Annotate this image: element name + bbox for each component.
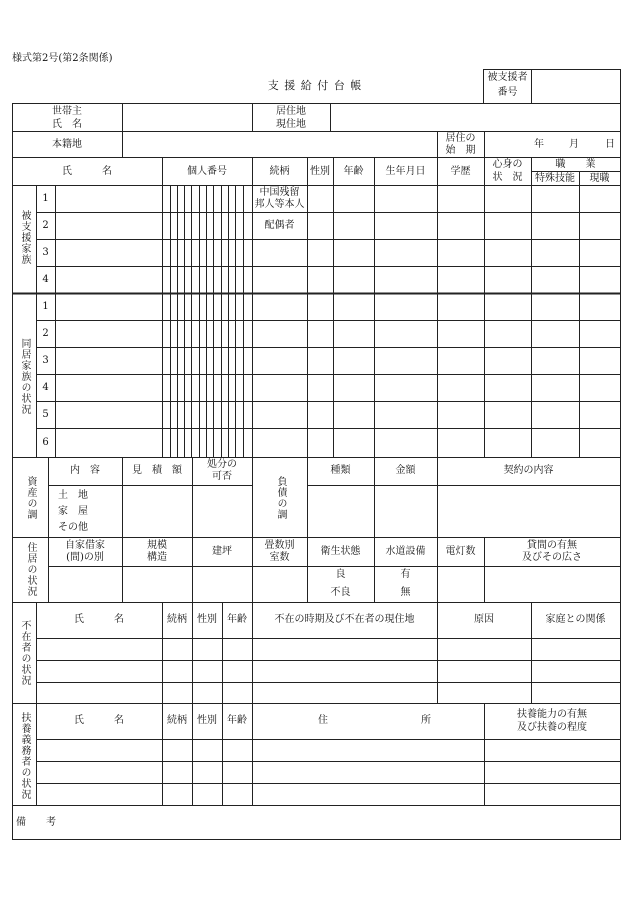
housing-floor: 建坪 — [212, 546, 232, 557]
absent-age: 年齢 — [227, 614, 247, 625]
col-relation: 続柄 — [269, 166, 290, 177]
assets-disposal-2: 可否 — [212, 471, 232, 482]
housing-scale: 規模 — [147, 540, 167, 551]
col-mental: 心身の — [492, 159, 523, 170]
row-index: 1 — [42, 301, 49, 312]
relation-self-2: 邦人等本人 — [254, 199, 305, 210]
row-index: 3 — [42, 355, 49, 366]
col-age: 年齢 — [343, 166, 364, 177]
col-education: 学歴 — [450, 166, 471, 177]
residence-start-label-2: 始 期 — [445, 145, 476, 156]
col-sex: 性別 — [310, 166, 330, 177]
debt-type: 種類 — [330, 465, 351, 476]
obligor-name: 氏 名 — [74, 715, 124, 726]
absent-label: 不在者の状況 — [19, 620, 30, 686]
absent-name: 氏 名 — [74, 614, 124, 625]
col-name: 氏 名 — [62, 166, 112, 177]
asset-house: 家 屋 — [58, 506, 88, 517]
absent-relation: 続柄 — [167, 614, 187, 625]
col-personal-no: 個人番号 — [187, 166, 227, 177]
row-index: 2 — [42, 328, 49, 339]
col-current-job: 現職 — [589, 173, 610, 184]
form-id: 様式第2号(第2条関係) — [12, 53, 113, 64]
month-label: 月 — [569, 139, 579, 150]
housing-rental-2: 及びその広さ — [522, 552, 582, 563]
obligor-sex: 性別 — [197, 715, 217, 726]
hygiene-good[interactable]: 良 — [335, 569, 346, 580]
row-index: 2 — [42, 220, 49, 231]
recipient-no-field[interactable] — [532, 70, 620, 103]
residence-field[interactable] — [331, 104, 620, 131]
recipient-no-label: 被支援者 — [487, 72, 528, 83]
housing-scale-2: 構造 — [147, 552, 167, 563]
page-title: 支 援 給 付 台 帳 — [267, 79, 363, 92]
housing-own-rent: 自家借家 — [65, 540, 105, 551]
head-label: 世帯主 — [52, 106, 82, 117]
remarks-field[interactable] — [60, 806, 620, 839]
row-index: 4 — [42, 382, 49, 393]
housing-water: 水道設備 — [385, 546, 426, 557]
obligor-ability: 扶養能力の有無 — [517, 709, 587, 720]
recipient-no-label-2: 番号 — [497, 87, 518, 98]
domicile-label: 本籍地 — [52, 139, 82, 150]
row-index: 6 — [42, 437, 49, 448]
housing-hygiene: 衛生状態 — [320, 546, 361, 557]
water-yes[interactable]: 有 — [400, 569, 411, 580]
col-occupation: 職 業 — [555, 159, 596, 170]
hygiene-bad[interactable]: 不良 — [330, 587, 351, 598]
water-no[interactable]: 無 — [400, 587, 411, 598]
head-label-2: 氏 名 — [52, 119, 82, 130]
assets-label: 資産の調 — [25, 476, 36, 520]
col-special-skill: 特殊技能 — [535, 173, 575, 184]
row-index: 4 — [42, 274, 49, 285]
row-index: 1 — [42, 193, 49, 204]
obligor-ability-2: 及び扶養の程度 — [517, 722, 587, 733]
day-label: 日 — [605, 139, 615, 150]
residence-label: 居住地 — [276, 106, 306, 117]
assets-estimate: 見 積 額 — [132, 465, 182, 476]
housing-rental: 貸間の有無 — [527, 540, 577, 551]
support-obligor-label: 扶養義務者の状況 — [19, 712, 30, 800]
asset-other: その他 — [58, 522, 88, 533]
row-index: 5 — [42, 409, 49, 420]
housing-tatami-2: 室数 — [269, 552, 290, 563]
obligor-age: 年齢 — [227, 715, 247, 726]
debt-label: 負債の調 — [275, 476, 286, 520]
debt-amount: 金額 — [395, 465, 416, 476]
assets-content: 内 容 — [70, 465, 100, 476]
asset-land: 土 地 — [58, 490, 88, 501]
obligor-address: 住 — [318, 715, 328, 726]
residence-start-label: 居住の — [445, 133, 476, 144]
residence-label-2: 現住地 — [276, 119, 306, 130]
housing-label: 住居の状況 — [25, 542, 36, 597]
absent-sex: 性別 — [197, 614, 217, 625]
housing-tatami: 畳数別 — [264, 540, 295, 551]
cohabiting-label: 同居家族の状況 — [19, 338, 30, 415]
year-label: 年 — [534, 139, 544, 150]
housing-own-rent-2: (間)の別 — [66, 552, 104, 563]
supported-family-label: 被支援家族 — [19, 210, 30, 265]
housing-lights: 電灯数 — [445, 546, 476, 557]
relation-spouse: 配偶者 — [264, 220, 295, 231]
obligor-address-2: 所 — [421, 715, 431, 726]
relation-self: 中国残留 — [259, 187, 300, 198]
absent-time-place: 不在の時期及び不在者の現住地 — [274, 614, 415, 625]
head-name-field[interactable] — [123, 104, 252, 131]
col-mental-2: 状 況 — [492, 172, 523, 183]
debt-contract: 契約の内容 — [503, 465, 554, 476]
assets-disposal: 処分の — [207, 459, 237, 470]
row-index: 3 — [42, 247, 49, 258]
col-birthdate: 生年月日 — [385, 166, 426, 177]
absent-reason: 原因 — [474, 614, 494, 625]
absent-family-rel: 家庭との関係 — [545, 614, 606, 625]
obligor-relation: 続柄 — [167, 715, 187, 726]
domicile-field[interactable] — [123, 132, 437, 157]
remarks-label: 備 考 — [16, 817, 56, 828]
